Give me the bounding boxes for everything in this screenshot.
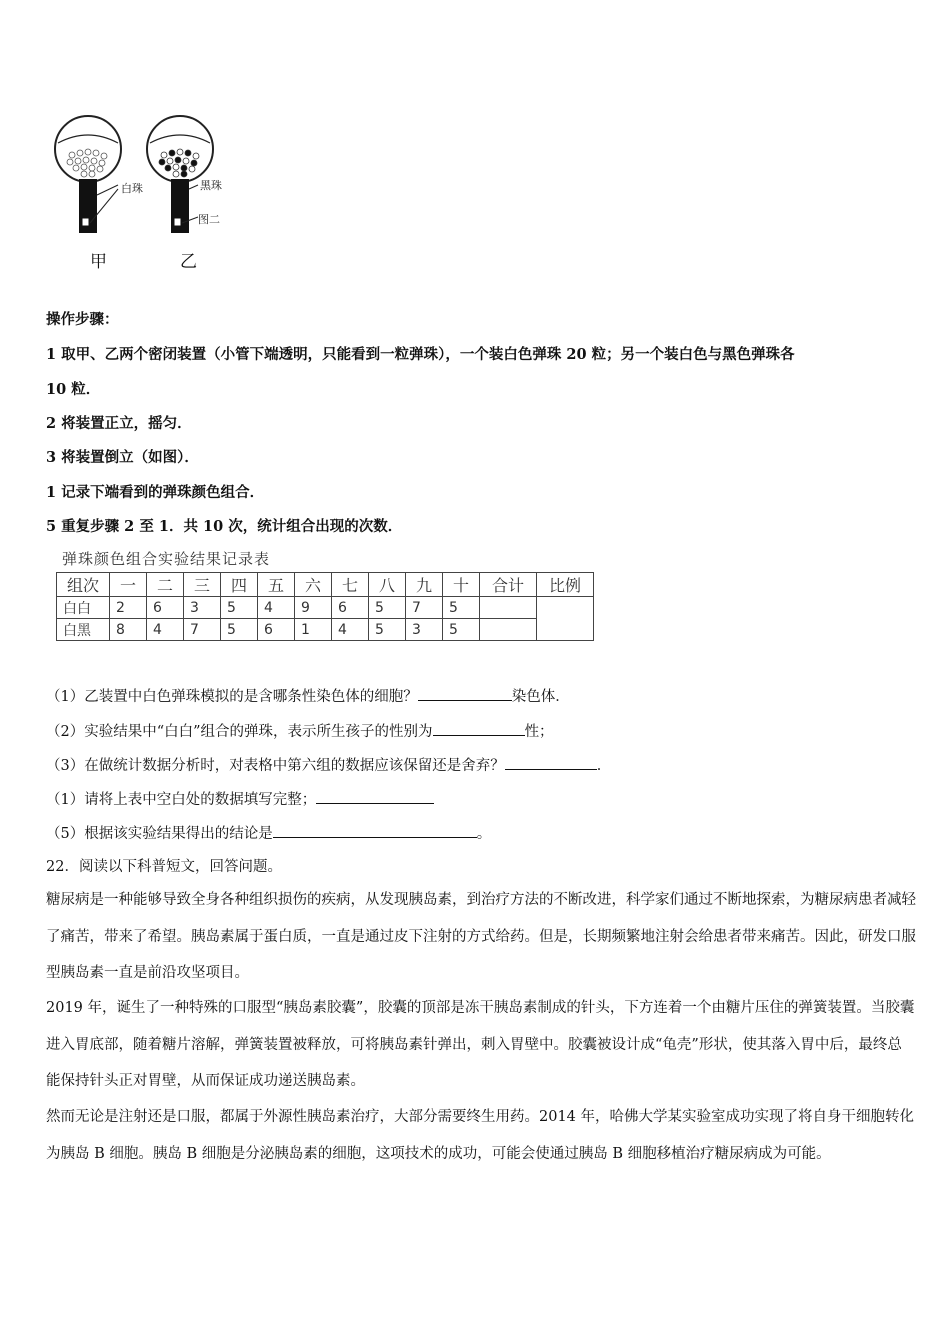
question-3-text: （3）在做统计数据分析时，对表格中第六组的数据应该保留还是舍弃？ — [46, 758, 505, 774]
table-cell: 4 — [258, 597, 295, 619]
ratio-cell-empty — [537, 597, 594, 641]
question-2-text: （2）实验结果中“白白”组合的弹珠，表示所生孩子的性别为 — [46, 724, 433, 740]
table-cell: 5 — [443, 619, 480, 641]
table-header-row — [57, 573, 594, 597]
table-cell: 4 — [147, 619, 184, 641]
steps-heading: 操作步骤： — [46, 311, 119, 328]
question-3 — [46, 754, 611, 776]
answer-blank[interactable] — [505, 754, 597, 770]
question-3-suffix: ． — [596, 758, 612, 774]
header-cell: 合计 — [480, 573, 537, 597]
question-22-heading: 22．阅读以下科普短文，回答问题。 — [46, 859, 282, 875]
total-cell-empty — [480, 597, 537, 619]
question-4-text: （1）请将上表中空白处的数据填写完整； — [46, 792, 317, 808]
table-cell: 6 — [147, 597, 184, 619]
reading-paragraph-3: 然而无论是注射还是口服，都属于外源性胰岛素治疗，大部分需要终生用药。2014 年，哈佛大学某实验室成功实现了将自身干细胞转化为胰岛 B 细胞。胰岛 B 细胞是分泌胰岛素的细胞，这项技术的成功，可能会使通过胰岛 B 细胞移植治疗糖尿病成为可能。 — [46, 1109, 915, 1162]
question-1-text: （1）乙装置中白色弹珠模拟的是含哪条性染色体的细胞？ — [46, 689, 418, 705]
question-2 — [46, 720, 554, 742]
step-1: 1 取甲、乙两个密闭装置（小管下端透明，只能看到一粒弹珠），一个装白色弹珠 20 粒；另一个装白色与黑色弹珠各 — [46, 346, 795, 363]
question-5 — [46, 822, 491, 844]
reading-paragraph-2: 2019 年，诞生了一种特殊的口服型“胰岛素胶囊”，胶囊的顶部是冻干胰岛素制成的针头，下方连着一个由糖片压住的弹簧装置。当胶囊进入胃底部，随着糖片溶解，弹簧装置被释放，可将胰岛素针弹出，刺入胃壁中。胶囊被设计成“龟壳”形状，使其落入胃中后，最终总能保持针头正对胃壁，从而保证成功递送胰岛素。 — [46, 1000, 915, 1089]
table-cell: 5 — [221, 597, 258, 619]
answer-blank[interactable] — [418, 685, 512, 701]
question-1 — [46, 685, 570, 707]
table-cell: 6 — [258, 619, 295, 641]
row-label: 白白 — [57, 597, 110, 619]
fig2-label: 图二 — [198, 213, 220, 226]
header-cell: 一 — [110, 573, 147, 597]
table-cell: 5 — [443, 597, 480, 619]
header-cell: 五 — [258, 573, 295, 597]
table-cell: 5 — [369, 619, 406, 641]
header-cell: 组次 — [57, 573, 110, 597]
header-cell: 七 — [332, 573, 369, 597]
table-cell: 6 — [332, 597, 369, 619]
answer-blank[interactable] — [316, 788, 434, 804]
question-1-suffix: 染色体． — [511, 689, 570, 705]
table-cell: 9 — [295, 597, 332, 619]
header-cell: 六 — [295, 573, 332, 597]
header-cell: 八 — [369, 573, 406, 597]
step-5: 5 重复步骤 2 至 1．共 10 次，统计组合出现的次数． — [46, 518, 403, 535]
header-cell: 十 — [443, 573, 480, 597]
table-cell: 8 — [110, 619, 147, 641]
step-2: 2 将装置正立，摇匀． — [46, 415, 192, 432]
step-1-cont: 10 粒． — [46, 381, 101, 398]
table-cell: 3 — [406, 619, 443, 641]
header-cell: 三 — [184, 573, 221, 597]
device-jia — [55, 116, 121, 233]
header-cell: 二 — [147, 573, 184, 597]
total-cell-empty — [480, 619, 537, 641]
table-cell: 2 — [110, 597, 147, 619]
step-4: 1 记录下端看到的弹珠颜色组合． — [46, 484, 265, 501]
table-cell: 7 — [406, 597, 443, 619]
row-label: 白黑 — [57, 619, 110, 641]
question-5-suffix: 。 — [476, 826, 492, 842]
header-cell: 九 — [406, 573, 443, 597]
result-table — [56, 572, 594, 641]
header-cell: 四 — [221, 573, 258, 597]
header-cell: 比例 — [537, 573, 594, 597]
question-2-suffix: 性； — [524, 724, 554, 740]
answer-blank[interactable] — [433, 720, 525, 736]
table-cell: 5 — [369, 597, 406, 619]
answer-blank[interactable] — [273, 822, 477, 838]
table-caption: 弹珠颜色组合实验结果记录表 — [62, 550, 271, 568]
label-jia: 甲 — [90, 252, 107, 272]
table-cell: 1 — [295, 619, 332, 641]
table-cell: 5 — [221, 619, 258, 641]
reading-paragraph-1: 糖尿病是一种能够导致全身各种组织损伤的疾病，从发现胰岛素，到治疗方法的不断改进，科学家们通过不断地探索，为糖尿病患者减轻了痛苦，带来了希望。胰岛素属于蛋白质，一直是通过皮下注射的方式给药。但是，长期频繁地注射会给患者带来痛苦。因此，研发口服型胰岛素一直是前沿攻坚项目。 — [46, 892, 916, 981]
white-bead-label: 白珠 — [121, 182, 143, 195]
device-figure — [40, 105, 240, 275]
table-cell: 7 — [184, 619, 221, 641]
table-cell: 3 — [184, 597, 221, 619]
table-cell: 4 — [332, 619, 369, 641]
step-3: 3 将装置倒立（如图）． — [46, 449, 199, 466]
question-4 — [46, 788, 434, 810]
table-row — [57, 619, 594, 641]
label-yi: 乙 — [180, 252, 197, 272]
table-row — [57, 597, 594, 619]
black-bead-label: 黑珠 — [200, 179, 222, 192]
question-5-text: （5）根据该实验结果得出的结论是 — [46, 826, 273, 842]
